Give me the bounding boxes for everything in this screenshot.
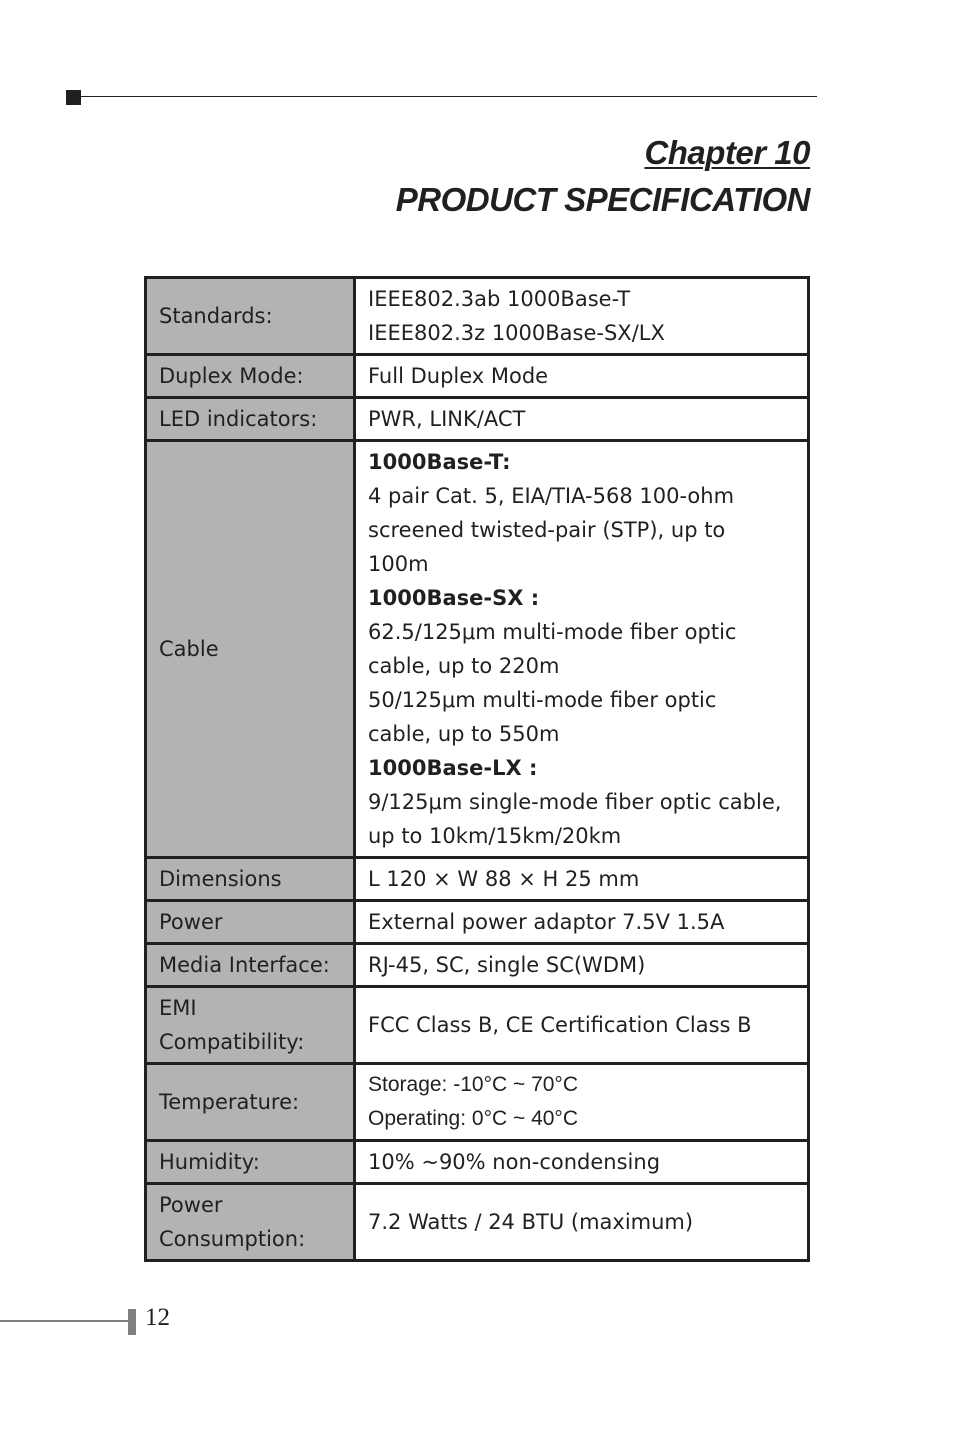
table-row-power [146, 901, 809, 944]
header-rule [81, 96, 817, 97]
row-value-standards [355, 278, 809, 355]
value-line: 62.5/125μm multi-mode fiber optic [368, 620, 737, 644]
label-line: EMI [159, 996, 197, 1020]
row-label-cable: Cable [146, 441, 355, 858]
value-line: IEEE802.3ab 1000Base-T [368, 287, 631, 311]
cable-heading-1000base-t: 1000Base-T: [368, 450, 511, 474]
label-line: Compatibility: [159, 1030, 305, 1054]
value-line: Operating: 0°C ~ 40°C [368, 1107, 578, 1130]
value-line: Storage: -10°C ~ 70°C [368, 1073, 578, 1096]
value-line: up to 10km/15km/20km [368, 824, 622, 848]
row-label-duplex-mode: Duplex Mode: [146, 355, 355, 398]
row-label-power-consumption [146, 1184, 355, 1261]
table-row-temperature [146, 1064, 809, 1141]
row-value-led-indicators: PWR, LINK/ACT [355, 398, 809, 441]
table-row-media-interface [146, 944, 809, 987]
table-row-power-consumption [146, 1184, 809, 1261]
label-line: Consumption: [159, 1227, 306, 1251]
table-row-standards [146, 278, 809, 355]
cable-heading-1000base-lx: 1000Base-LX : [368, 756, 538, 780]
row-label-dimensions: Dimensions [146, 858, 355, 901]
row-value-power: External power adaptor 7.5V 1.5A [355, 901, 809, 944]
value-line: screened twisted-pair (STP), up to [368, 518, 726, 542]
value-line: 4 pair Cat. 5, EIA/TIA-568 100-ohm [368, 484, 735, 508]
row-value-humidity: 10% ~90% non-condensing [355, 1141, 809, 1184]
row-label-temperature: Temperature: [146, 1064, 355, 1141]
table-row-duplex-mode [146, 355, 809, 398]
row-value-emi-compatibility: FCC Class B, CE Certification Class B [355, 987, 809, 1064]
table-row-humidity [146, 1141, 809, 1184]
value-line: 9/125μm single-mode fiber optic cable, [368, 790, 782, 814]
page-title: PRODUCT SPECIFICATION [395, 181, 810, 218]
page-number: 12 [145, 1304, 170, 1331]
value-line: IEEE802.3z 1000Base-SX/LX [368, 321, 665, 345]
table-row-cable [146, 441, 809, 858]
chapter-heading: Chapter 10 [644, 134, 810, 171]
row-value-media-interface: RJ-45, SC, single SC(WDM) [355, 944, 809, 987]
row-value-duplex-mode: Full Duplex Mode [355, 355, 809, 398]
row-value-power-consumption: 7.2 Watts / 24 BTU (maximum) [355, 1184, 809, 1261]
label-line: Power [159, 1193, 223, 1217]
value-line: 50/125μm multi-mode fiber optic [368, 688, 717, 712]
row-value-dimensions: L 120 × W 88 × H 25 mm [355, 858, 809, 901]
specification-table [144, 276, 810, 1262]
row-label-standards: Standards: [146, 278, 355, 355]
row-label-led-indicators: LED indicators: [146, 398, 355, 441]
table-row-dimensions [146, 858, 809, 901]
row-label-media-interface: Media Interface: [146, 944, 355, 987]
value-line: cable, up to 550m [368, 722, 560, 746]
table-row-emi-compatibility [146, 987, 809, 1064]
row-value-cable [355, 441, 809, 858]
footer-rule [0, 1320, 128, 1322]
row-value-temperature [355, 1064, 809, 1141]
row-label-power: Power [146, 901, 355, 944]
row-label-emi-compatibility [146, 987, 355, 1064]
footer-tab-marker [128, 1309, 136, 1335]
value-line: cable, up to 220m [368, 654, 560, 678]
value-line: 100m [368, 552, 429, 576]
row-label-humidity: Humidity: [146, 1141, 355, 1184]
cable-heading-1000base-sx: 1000Base-SX : [368, 586, 540, 610]
table-row-led-indicators [146, 398, 809, 441]
header-marker-square [66, 90, 81, 105]
